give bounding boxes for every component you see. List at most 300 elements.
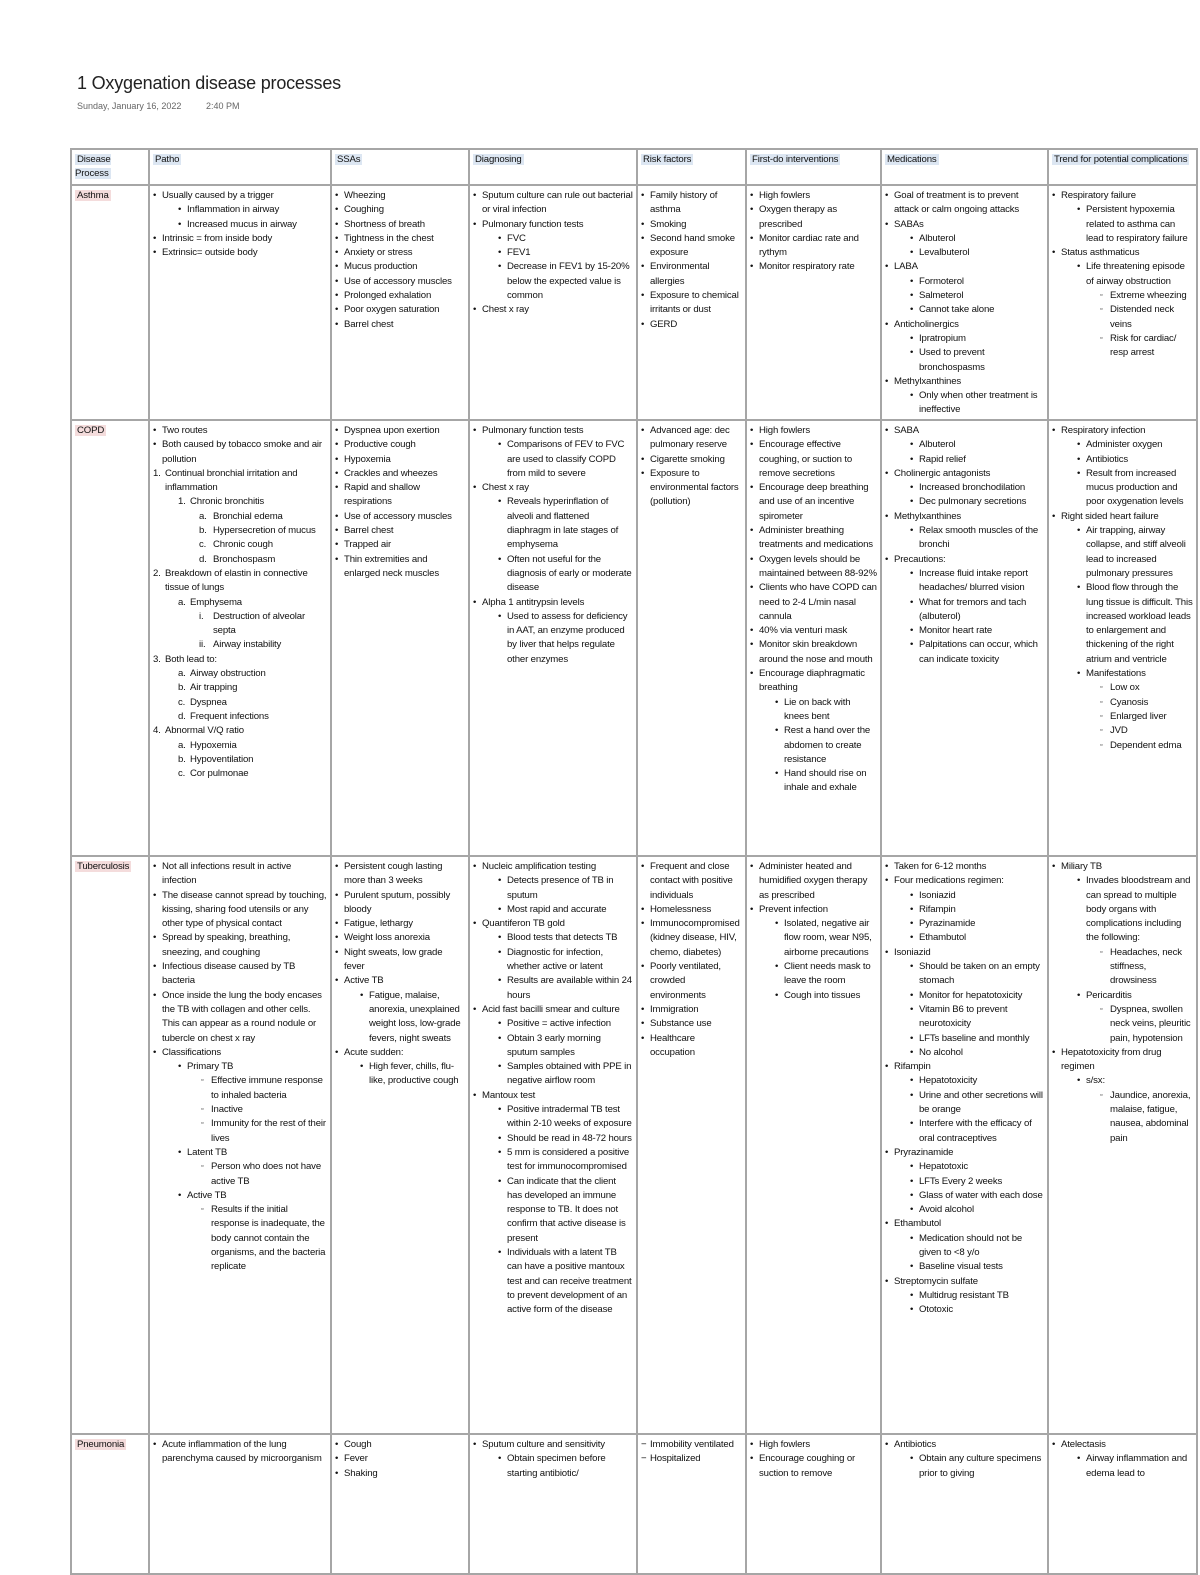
bullet-icon: • xyxy=(153,1439,157,1450)
list-item-text: Extrinsic= outside body xyxy=(162,247,258,259)
list-item xyxy=(335,860,465,889)
list-item xyxy=(335,424,465,438)
list-item xyxy=(335,974,465,988)
list-item xyxy=(335,931,465,945)
bullet-icon: • xyxy=(1052,1439,1056,1450)
list-item xyxy=(473,1032,633,1061)
bullet-icon: • xyxy=(335,247,339,259)
list-item xyxy=(335,189,465,203)
bullet-icon: • xyxy=(910,1289,914,1301)
bullet-icon: • xyxy=(498,946,502,958)
list-item xyxy=(885,1232,1044,1261)
bullet-icon: • xyxy=(910,639,914,651)
bullet-icon: ▫ xyxy=(201,1077,204,1085)
list-item-text: Immigration xyxy=(650,1003,699,1015)
list-item xyxy=(335,889,465,918)
bullet-icon: ▫ xyxy=(201,1106,204,1114)
list-item-text: Cough into tissues xyxy=(784,989,861,1001)
list-item xyxy=(885,1160,1044,1174)
list-item-text: Encourage effective coughing, or suction to remove secretions xyxy=(759,439,853,479)
bullet-icon: • xyxy=(641,425,645,436)
list-item xyxy=(885,218,1044,232)
bullet-icon: • xyxy=(335,889,339,901)
list-item xyxy=(473,974,633,1003)
list-item-text: Should be taken on an empty stomach xyxy=(919,961,1040,987)
bullet-icon: • xyxy=(498,261,502,273)
list-item-text: Hepatotoxicity xyxy=(919,1075,978,1087)
bullet-icon: • xyxy=(910,1075,914,1087)
list-item-text: Decrease in FEV1 by 15-20% below the expected value is common xyxy=(507,261,630,302)
list-item-text: Spread by speaking, breathing, sneezing, and coughing xyxy=(162,932,291,958)
table-row xyxy=(71,185,1197,420)
list-item xyxy=(1052,1003,1193,1046)
complications-cell xyxy=(1048,185,1197,420)
list-item xyxy=(750,1452,877,1481)
bullet-icon: • xyxy=(335,975,339,987)
bullet-icon: • xyxy=(335,1439,339,1450)
list-item-text: Clients who have COPD can need to 2-4 L/min nasal cannula xyxy=(759,582,877,622)
first-do-interventions-cell xyxy=(746,420,881,856)
list-item xyxy=(153,1203,327,1274)
list-item-text: High fowlers xyxy=(759,190,810,201)
list-item xyxy=(885,1117,1044,1146)
bullet-icon: • xyxy=(910,275,914,287)
list-item xyxy=(1052,860,1193,874)
list-item-text: Methylxanthines xyxy=(894,510,962,522)
list-item xyxy=(1052,467,1193,510)
list-item xyxy=(885,1003,1044,1032)
list-number-marker: c. xyxy=(178,768,186,780)
list-item xyxy=(153,667,327,681)
list-item xyxy=(885,1089,1044,1118)
page-date: Sunday, January 16, 2022 xyxy=(77,101,182,111)
list-item-text: Coughing xyxy=(344,204,384,216)
list-item xyxy=(335,303,465,317)
list-item xyxy=(153,218,327,232)
list-item xyxy=(153,696,327,710)
column-header xyxy=(746,149,881,185)
first-do-interventions-cell xyxy=(746,185,881,420)
bullet-icon: • xyxy=(473,1003,477,1015)
list-item xyxy=(750,696,877,725)
list-item xyxy=(335,260,465,274)
bullet-icon: • xyxy=(153,232,157,244)
bullet-icon: • xyxy=(641,1003,645,1015)
bullet-icon: • xyxy=(1052,247,1056,259)
list-item-text: Methylxanthines xyxy=(894,375,962,387)
list-item-text: Monitor heart rate xyxy=(919,625,993,637)
bullet-icon: • xyxy=(885,1439,889,1450)
bullet-icon: • xyxy=(335,453,339,465)
bullet-icon: • xyxy=(473,1439,477,1450)
list-item-text: What for tremors and tach (albuterol) xyxy=(919,596,1027,622)
list-item xyxy=(335,524,465,538)
list-item-text: Bronchospasm xyxy=(213,553,276,565)
list-item-text: 40% via venturi mask xyxy=(759,625,848,637)
bullet-icon: • xyxy=(885,553,889,565)
list-item-text: Infectious disease caused by TB bacteria xyxy=(162,961,296,987)
list-item xyxy=(641,1438,742,1452)
list-item xyxy=(153,424,327,438)
bullet-icon: • xyxy=(1052,1046,1056,1058)
column-header-label: Trend for potential complications xyxy=(1054,154,1188,165)
list-item xyxy=(473,218,633,232)
list-item xyxy=(473,481,633,495)
medications-cell xyxy=(881,420,1048,856)
list-item xyxy=(473,1017,633,1031)
column-header-label: Medications xyxy=(887,154,937,165)
bullet-icon: ▫ xyxy=(1100,684,1103,692)
list-item xyxy=(641,232,742,261)
list-item xyxy=(750,724,877,767)
bullet-icon: • xyxy=(641,903,645,915)
bullet-icon: ▫ xyxy=(201,1206,204,1214)
bullet-icon: • xyxy=(498,439,502,451)
list-item xyxy=(153,438,327,467)
list-item xyxy=(885,232,1044,246)
list-item xyxy=(335,438,465,452)
list-item-text: Quantiferon TB gold xyxy=(482,918,565,930)
bullet-icon: • xyxy=(641,453,645,465)
list-item xyxy=(335,1438,465,1452)
list-item xyxy=(885,1074,1044,1088)
list-item-text: Dyspnea upon exertion xyxy=(344,425,440,436)
list-item xyxy=(473,596,633,610)
list-item-text: Formoterol xyxy=(919,275,964,287)
list-item-text: Detects presence of TB in sputum xyxy=(507,875,614,901)
list-item xyxy=(335,318,465,332)
list-item-text: Destruction of alveolar septa xyxy=(213,610,306,637)
list-number-marker: 1. xyxy=(153,467,161,479)
bullet-icon: • xyxy=(1052,190,1056,201)
bullet-icon: • xyxy=(885,861,889,872)
list-item-text: Dyspnea xyxy=(190,696,227,708)
list-item-text: Inflammation in airway xyxy=(187,204,280,216)
bullet-icon: • xyxy=(498,1061,502,1073)
list-item xyxy=(885,524,1044,553)
list-item xyxy=(750,860,877,903)
list-item-text: FVC xyxy=(507,232,526,244)
list-item-text: Positive = active infection xyxy=(507,1018,611,1030)
bullet-icon: • xyxy=(335,467,339,479)
list-item xyxy=(885,332,1044,346)
list-item xyxy=(473,610,633,667)
bullet-icon: • xyxy=(153,989,157,1001)
list-item xyxy=(473,931,633,945)
bullet-icon: • xyxy=(498,1146,502,1158)
list-item-text: Only when other treatment is ineffective xyxy=(919,390,1038,416)
bullet-icon: • xyxy=(153,439,157,451)
list-item-text: Intrinsic = from inside body xyxy=(162,232,273,244)
list-item xyxy=(473,860,633,874)
list-item-text: Barrel chest xyxy=(344,525,394,537)
bullet-icon: • xyxy=(473,304,477,316)
bullet-icon: • xyxy=(910,889,914,901)
list-item xyxy=(153,524,327,538)
bullet-icon: • xyxy=(885,425,889,436)
list-item xyxy=(473,495,633,552)
list-item xyxy=(750,553,877,582)
medications-cell xyxy=(881,185,1048,420)
list-item xyxy=(153,753,327,767)
table-row xyxy=(71,420,1197,856)
list-item xyxy=(885,553,1044,567)
list-item xyxy=(641,903,742,917)
table-header-row xyxy=(71,149,1197,185)
list-item xyxy=(153,567,327,596)
list-item xyxy=(153,931,327,960)
list-item-text: Manifestations xyxy=(1086,668,1146,680)
list-item xyxy=(885,389,1044,418)
list-item xyxy=(750,638,877,667)
list-item xyxy=(885,567,1044,596)
list-item xyxy=(153,1146,327,1160)
list-number-marker: 3. xyxy=(153,653,161,665)
list-item xyxy=(750,438,877,481)
bullet-icon: • xyxy=(335,204,339,216)
patho-cell xyxy=(149,185,331,420)
bullet-icon: • xyxy=(885,875,889,887)
list-item-text: Obtain 3 early morning sputum samples xyxy=(507,1032,601,1058)
list-item xyxy=(885,495,1044,509)
list-number-marker: 4. xyxy=(153,725,161,737)
bullet-icon: • xyxy=(750,425,754,436)
list-item-text: Diagnostic for infection, whether active or latent xyxy=(507,946,603,973)
bullet-icon: • xyxy=(335,539,339,551)
list-item-text: Invades bloodstream and can spread to multiple body organs with complications including the following: xyxy=(1086,875,1191,944)
list-item-text: Primary TB xyxy=(187,1061,234,1073)
list-item xyxy=(885,1438,1044,1452)
list-item-text: Productive cough xyxy=(344,439,416,451)
list-item xyxy=(335,1046,465,1060)
list-item-text: Increased bronchodilation xyxy=(919,482,1026,494)
bullet-icon: • xyxy=(750,190,754,201)
list-item xyxy=(641,860,742,903)
medications-cell xyxy=(881,1434,1048,1574)
list-item-text: Albuterol xyxy=(919,232,956,244)
list-item-text: LABA xyxy=(894,261,918,273)
list-item xyxy=(153,495,327,509)
list-item xyxy=(153,860,327,889)
list-item xyxy=(885,1303,1044,1317)
list-item-text: Acute sudden: xyxy=(344,1046,404,1058)
list-item xyxy=(153,1117,327,1146)
list-item xyxy=(153,767,327,781)
diagnosing-cell xyxy=(469,185,637,420)
list-item xyxy=(1052,1089,1193,1146)
bullet-icon: • xyxy=(775,961,779,973)
list-item-text: LFTs Every 2 weeks xyxy=(919,1175,1003,1187)
list-item-text: Air trapping xyxy=(190,682,238,694)
list-item-text: Effective immune response to inhaled bacteria xyxy=(211,1075,323,1101)
list-item-text: Medication should not be given to <8 y/o xyxy=(919,1232,1023,1259)
bullet-icon: • xyxy=(641,467,645,479)
list-item xyxy=(641,1452,742,1466)
bullet-icon: • xyxy=(335,525,339,537)
list-item-text: Oxygen levels should be maintained between 88-92% xyxy=(759,553,877,579)
bullet-icon: • xyxy=(153,961,157,973)
bullet-icon: • xyxy=(750,439,754,451)
list-item xyxy=(153,989,327,1046)
list-item xyxy=(473,1132,633,1146)
list-item xyxy=(885,453,1044,467)
list-item-text: Used to assess for deficiency in AAT, an enzyme produced by liver that helps regulate other enzymes xyxy=(507,610,628,665)
list-number-marker: 1. xyxy=(178,496,186,508)
list-item xyxy=(335,917,465,931)
list-item-text: Urine and other secretions will be orange xyxy=(919,1089,1043,1116)
list-item-text: Encourage coughing or suction to remove xyxy=(759,1453,856,1479)
list-number-marker: 2. xyxy=(153,567,161,579)
list-item xyxy=(1052,246,1193,260)
bullet-icon: • xyxy=(750,525,754,537)
list-item-text: Monitor cardiac rate and rythym xyxy=(759,232,859,259)
list-item-text: Reveals hyperinflation of alveoli and flattened diaphragm in late stages of emphysema xyxy=(507,496,619,551)
list-item xyxy=(335,275,465,289)
list-item-text: Shortness of breath xyxy=(344,218,425,230)
complications-cell xyxy=(1048,1434,1197,1574)
list-item-text: Administer breathing treatments and medications xyxy=(759,525,873,551)
bullet-icon: • xyxy=(775,725,779,737)
bullet-icon: • xyxy=(1077,453,1081,465)
list-item xyxy=(153,889,327,932)
bullet-icon: • xyxy=(641,261,645,273)
bullet-icon: • xyxy=(473,218,477,230)
list-item-text: SABA xyxy=(894,425,919,436)
bullet-icon: − xyxy=(641,1439,647,1450)
bullet-icon: ▫ xyxy=(1100,292,1103,300)
list-item-text: Extreme wheezing xyxy=(1110,290,1187,302)
list-item-text: Glass of water with each dose xyxy=(919,1189,1043,1201)
bullet-icon: • xyxy=(1077,1075,1081,1087)
list-item xyxy=(885,510,1044,524)
list-item-text: High fever, chills, flu-like, productive cough xyxy=(369,1061,459,1087)
bullet-icon: • xyxy=(910,304,914,316)
bullet-icon: • xyxy=(335,232,339,244)
column-header xyxy=(149,149,331,185)
list-item xyxy=(885,903,1044,917)
bullet-icon: • xyxy=(473,482,477,494)
list-item xyxy=(335,246,465,260)
list-item-text: Hospitalized xyxy=(650,1453,701,1465)
list-item-text: Results are available within 24 hours xyxy=(507,975,632,1001)
list-item xyxy=(885,1189,1044,1203)
list-item-text: Isoniazid xyxy=(894,946,931,958)
bullet-icon: • xyxy=(641,961,645,973)
bullet-icon: • xyxy=(910,625,914,637)
list-item-text: Shaking xyxy=(344,1467,378,1479)
list-item xyxy=(885,375,1044,389)
list-item xyxy=(473,232,633,246)
bullet-icon: • xyxy=(498,496,502,508)
list-item-text: Thin extremities and enlarged neck muscles xyxy=(344,553,439,579)
bullet-icon: • xyxy=(910,347,914,359)
bullet-icon: • xyxy=(910,1003,914,1015)
list-item xyxy=(641,1032,742,1061)
list-item xyxy=(641,1017,742,1031)
list-item xyxy=(1052,189,1193,203)
list-item-text: Mucus production xyxy=(344,261,418,273)
bullet-icon: • xyxy=(335,304,339,316)
list-item-text: Samples obtained with PPE in negative airflow room xyxy=(507,1061,632,1087)
list-item-text: Environmental allergies xyxy=(650,261,710,287)
list-item-text: Rifampin xyxy=(894,1061,931,1073)
ssas-cell xyxy=(331,856,469,1434)
list-item xyxy=(1052,289,1193,303)
list-item xyxy=(750,232,877,261)
bullet-icon: • xyxy=(750,261,754,273)
list-item-text: Dec pulmonary secretions xyxy=(919,496,1027,508)
bullet-icon: • xyxy=(335,261,339,273)
bullet-icon: • xyxy=(885,946,889,958)
bullet-icon: • xyxy=(1077,467,1081,479)
bullet-icon: • xyxy=(910,439,914,451)
list-item-text: Poorly ventilated, crowded environments xyxy=(650,961,721,1001)
list-item-text: No alcohol xyxy=(919,1046,963,1058)
list-item-text: Pericarditis xyxy=(1086,989,1132,1001)
list-item xyxy=(153,538,327,552)
list-item xyxy=(885,596,1044,625)
list-item-text: Abnormal V/Q ratio xyxy=(165,725,244,737)
column-header xyxy=(1048,149,1197,185)
bullet-icon: • xyxy=(750,482,754,494)
bullet-icon: • xyxy=(153,861,157,872)
list-item xyxy=(473,438,633,481)
list-item xyxy=(885,438,1044,452)
bullet-icon: • xyxy=(775,989,779,1001)
list-item xyxy=(885,189,1044,218)
list-item-text: Prevent infection xyxy=(759,903,828,915)
list-item xyxy=(750,260,877,274)
bullet-icon: • xyxy=(750,668,754,680)
patho-cell xyxy=(149,856,331,1434)
list-item xyxy=(473,1103,633,1132)
list-item xyxy=(153,1160,327,1189)
list-item xyxy=(885,275,1044,289)
list-item-text: Dependent edma xyxy=(1110,739,1182,751)
list-item xyxy=(473,903,633,917)
list-item-text: Obtain specimen before starting antibiotic/ xyxy=(507,1453,606,1479)
bullet-icon: • xyxy=(641,861,645,872)
list-item xyxy=(885,260,1044,274)
list-item-text: Not all infections result in active infection xyxy=(162,861,292,887)
bullet-icon: • xyxy=(498,1104,502,1116)
list-item-text: Ipratropium xyxy=(919,332,966,344)
list-item-text: Wheezing xyxy=(344,190,386,201)
list-number-marker: b. xyxy=(178,682,186,694)
list-item xyxy=(473,1089,633,1103)
bullet-icon: • xyxy=(910,596,914,608)
list-item-text: Cyanosis xyxy=(1110,696,1149,708)
list-item-text: Trapped air xyxy=(344,539,392,551)
list-item-text: Pyrazinamide xyxy=(919,918,976,930)
list-item xyxy=(1052,681,1193,695)
list-item-text: Encourage diaphragmatic breathing xyxy=(759,668,865,694)
bullet-icon: ▫ xyxy=(1100,306,1103,314)
disease-name: Pneumonia xyxy=(77,1439,125,1450)
list-number-marker: a. xyxy=(178,739,186,751)
column-header-label: SSAs xyxy=(337,154,361,165)
list-item-text: Crackles and wheezes xyxy=(344,467,438,479)
bullet-icon: • xyxy=(1077,439,1081,451)
bullet-icon: • xyxy=(473,596,477,608)
risk-factors-cell xyxy=(637,420,746,856)
bullet-icon: • xyxy=(335,218,339,230)
bullet-icon: • xyxy=(178,1146,182,1158)
list-item-text: Once inside the lung the body encases the TB with collagen and other cells. This can appear as a round nodule or tubercle on chest x ray xyxy=(162,989,322,1044)
list-item xyxy=(750,203,877,232)
bullet-icon: • xyxy=(910,1175,914,1187)
list-item-text: Smoking xyxy=(650,218,687,230)
